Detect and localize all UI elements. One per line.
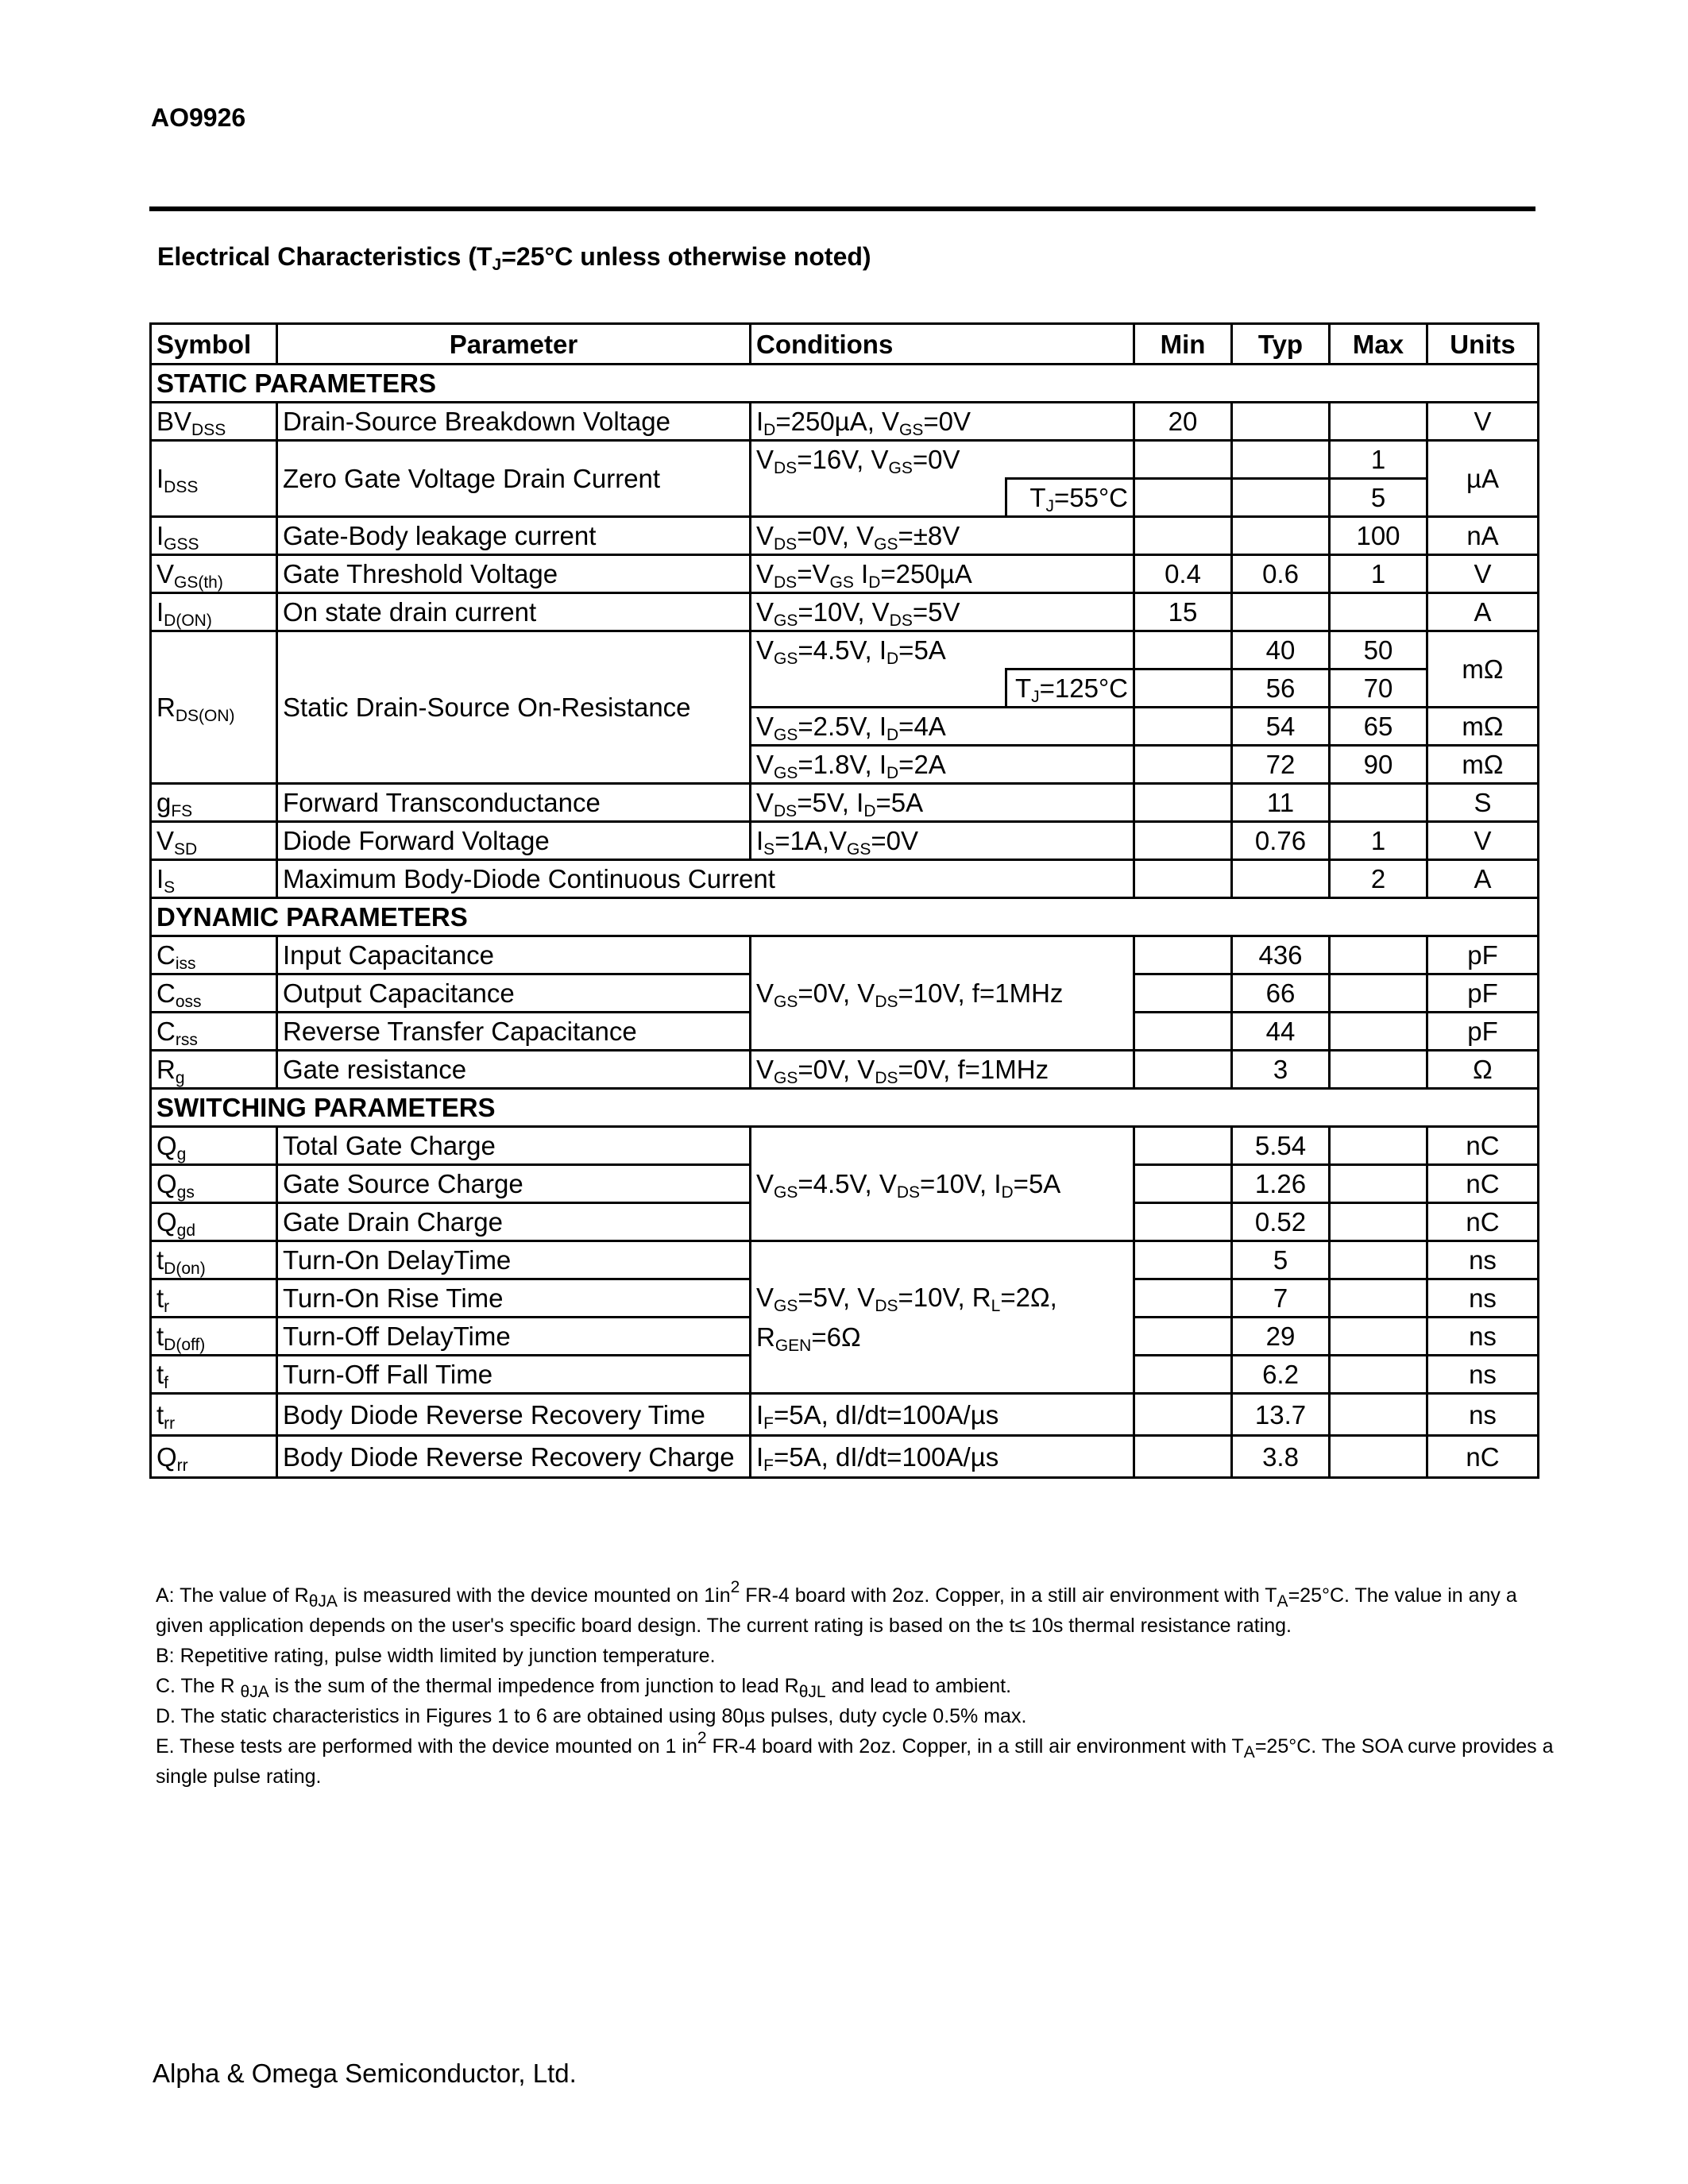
symbol: $t_{D(off)}$: [151, 1318, 277, 1356]
symbol: $I_{DSS}$: [151, 441, 277, 517]
table-row: [151, 936, 1539, 974]
max: 1: [1330, 555, 1427, 593]
table-row: [151, 1051, 1539, 1089]
conditions: $V_{GS}=0V$, $V_{DS}=0V$, f=1MHz: [751, 1051, 1134, 1089]
section-static: STATIC PARAMETERS: [151, 365, 1539, 403]
typ: 40: [1232, 631, 1330, 669]
parameter: Static Drain-Source On-Resistance: [277, 631, 751, 784]
note-c: C. The R $_{\theta JA}$ is the sum of the thermal impedence from junction to lead $R_{\theta JL}$ and lead to ambient.: [156, 1675, 1012, 1701]
conditions: $V_{GS}=10V$, $V_{DS}=5V$: [751, 593, 1134, 631]
conditions: $V_{DS}=16V$, $V_{GS}=0V$: [751, 441, 1134, 479]
conditions: $V_{DS}=V_{GS}$ $I_D=250\mu A$: [751, 555, 1134, 593]
max: 1: [1330, 822, 1427, 860]
unit: ns: [1427, 1279, 1539, 1318]
parameter: On state drain current: [277, 593, 751, 631]
header-row: [151, 324, 1539, 365]
unit: nC: [1427, 1203, 1539, 1241]
max: 5: [1330, 479, 1427, 517]
unit: S: [1427, 784, 1539, 822]
typ: 1.26: [1232, 1165, 1330, 1203]
parameter: Maximum Body-Diode Continuous Current: [277, 860, 1134, 898]
typ: 72: [1232, 746, 1330, 784]
company-footer: Alpha & Omega Semiconductor, Ltd.: [153, 2059, 577, 2088]
unit: V: [1427, 555, 1539, 593]
parameter: Gate Threshold Voltage: [277, 555, 751, 593]
conditions: $V_{GS}=0V$, $V_{DS}=10V$, f=1MHz: [751, 936, 1134, 1051]
parameter: Body Diode Reverse Recovery Time: [277, 1394, 751, 1436]
unit: ns: [1427, 1394, 1539, 1436]
parameter: Turn-On Rise Time: [277, 1279, 751, 1318]
table-row: [151, 1127, 1539, 1165]
conditions: $V_{GS}=4.5V$, $I_D=5A$: [751, 631, 1134, 669]
note-e: E. These tests are performed with the device mounted on 1 $in^2$ FR-4 board with 2oz. Copper, in a still air environment with $T_A=25^\circ C$. The SOA curve provides a single pulse rating.: [156, 1729, 1554, 1788]
section-dynamic: DYNAMIC PARAMETERS: [151, 898, 1539, 936]
symbol: $R_g$: [151, 1051, 277, 1089]
typ: 44: [1232, 1013, 1330, 1051]
min: 15: [1134, 593, 1232, 631]
parameter: Body Diode Reverse Recovery Charge: [277, 1436, 751, 1478]
conditions: $V_{DS}=5V$, $I_D=5A$: [751, 784, 1134, 822]
conditions: $V_{GS}=1.8V$, $I_D=2A$: [751, 746, 1134, 784]
conditions: $I_F=5A$, dI/dt=100A/µs: [751, 1436, 1134, 1478]
max: [1330, 403, 1427, 441]
symbol: $Q_{gd}$: [151, 1203, 277, 1241]
parameter: Gate Source Charge: [277, 1165, 751, 1203]
symbol: $t_r$: [151, 1279, 277, 1318]
parameter: Gate resistance: [277, 1051, 751, 1089]
symbol: $I_{GSS}$: [151, 517, 277, 555]
footnotes: [156, 1580, 1554, 1792]
unit: µA: [1427, 441, 1539, 517]
typ: 66: [1232, 974, 1330, 1013]
parameter: Zero Gate Voltage Drain Current: [277, 441, 751, 517]
min: 0.4: [1134, 555, 1232, 593]
typ: 54: [1232, 708, 1330, 746]
symbol: $C_{iss}$: [151, 936, 277, 974]
symbol: $I_S$: [151, 860, 277, 898]
table-row: [151, 1394, 1539, 1436]
unit: pF: [1427, 974, 1539, 1013]
col-typ: Typ: [1232, 324, 1330, 365]
parameter: Diode Forward Voltage: [277, 822, 751, 860]
col-units: Units: [1427, 324, 1539, 365]
symbol: $C_{oss}$: [151, 974, 277, 1013]
conditions: $V_{DS}=0V$, $V_{GS}=\pm 8V$: [751, 517, 1134, 555]
symbol: $Q_g$: [151, 1127, 277, 1165]
col-parameter: Parameter: [277, 324, 751, 365]
typ: 29: [1232, 1318, 1330, 1356]
parameter: Forward Transconductance: [277, 784, 751, 822]
electrical-characteristics-table: [149, 322, 1539, 1479]
sub-condition: $T_J=55^\circ C$: [1006, 479, 1134, 517]
unit: ns: [1427, 1356, 1539, 1394]
parameter: Turn-Off DelayTime: [277, 1318, 751, 1356]
conditions: $I_S=1A,V_{GS}=0V$: [751, 822, 1134, 860]
conditions: $I_F=5A$, dI/dt=100A/µs: [751, 1394, 1134, 1436]
symbol: $t_f$: [151, 1356, 277, 1394]
typ: 3.8: [1232, 1436, 1330, 1478]
typ: 0.52: [1232, 1203, 1330, 1241]
parameter: Gate-Body leakage current: [277, 517, 751, 555]
typ: 6.2: [1232, 1356, 1330, 1394]
unit: nA: [1427, 517, 1539, 555]
section-switching: SWITCHING PARAMETERS: [151, 1089, 1539, 1127]
symbol: $BV_{DSS}$: [151, 403, 277, 441]
typ: 7: [1232, 1279, 1330, 1318]
table-row: [151, 441, 1539, 479]
symbol: $R_{DS(ON)}$: [151, 631, 277, 784]
parameter: Turn-On DelayTime: [277, 1241, 751, 1279]
symbol: $Q_{gs}$: [151, 1165, 277, 1203]
max: 90: [1330, 746, 1427, 784]
typ: 56: [1232, 669, 1330, 708]
table-row: [151, 1436, 1539, 1478]
parameter: Gate Drain Charge: [277, 1203, 751, 1241]
parameter: Output Capacitance: [277, 974, 751, 1013]
unit: Ω: [1427, 1051, 1539, 1089]
table-row: [151, 784, 1539, 822]
table-row: [151, 1241, 1539, 1279]
typ: 0.76: [1232, 822, 1330, 860]
unit: pF: [1427, 1013, 1539, 1051]
symbol: $t_{rr}$: [151, 1394, 277, 1436]
unit: mΩ: [1427, 746, 1539, 784]
unit: V: [1427, 822, 1539, 860]
max: 65: [1330, 708, 1427, 746]
parameter: Reverse Transfer Capacitance: [277, 1013, 751, 1051]
parameter: Drain-Source Breakdown Voltage: [277, 403, 751, 441]
unit: pF: [1427, 936, 1539, 974]
max: 1: [1330, 441, 1427, 479]
symbol: $g_{FS}$: [151, 784, 277, 822]
table-row: [151, 860, 1539, 898]
note-d: D. The static characteristics in Figures 1 to 6 are obtained using 80µs pulses, duty cycle 0.5% max.: [156, 1705, 1027, 1727]
typ: [1232, 403, 1330, 441]
max: 70: [1330, 669, 1427, 708]
unit: mΩ: [1427, 708, 1539, 746]
typ: 13.7: [1232, 1394, 1330, 1436]
table-row: [151, 631, 1539, 669]
typ: 11: [1232, 784, 1330, 822]
conditions: $V_{GS}=4.5V$, $V_{DS}=10V$, $I_D=5A$: [751, 1127, 1134, 1241]
unit: ns: [1427, 1241, 1539, 1279]
symbol: $V_{GS(th)}$: [151, 555, 277, 593]
max: 100: [1330, 517, 1427, 555]
max: 2: [1330, 860, 1427, 898]
typ: 5: [1232, 1241, 1330, 1279]
symbol: $t_{D(on)}$: [151, 1241, 277, 1279]
symbol: $V_{SD}$: [151, 822, 277, 860]
unit: A: [1427, 860, 1539, 898]
table-row: [151, 822, 1539, 860]
conditions: $I_D=250\mu A$, $V_{GS}=0V$: [751, 403, 1134, 441]
symbol: $Q_{rr}$: [151, 1436, 277, 1478]
table-row: [151, 403, 1539, 441]
typ: 0.6: [1232, 555, 1330, 593]
min: 20: [1134, 403, 1232, 441]
unit: mΩ: [1427, 631, 1539, 708]
note-a: A: The value of $R_{\theta JA}$ is measured with the device mounted on $1in^2$ FR-4 board with 2oz. Copper, in a still air environment with $T_A=25^\circ C$. The value in any a given application depends on the user's specific board design. The current rating is based on the t≤ 10s thermal resistance rating.: [156, 1578, 1517, 1637]
typ: 5.54: [1232, 1127, 1330, 1165]
table-row: [151, 517, 1539, 555]
table-title: Electrical Characteristics ($T_J=25^\circ C$ unless otherwise noted): [157, 242, 871, 274]
col-min: Min: [1134, 324, 1232, 365]
parameter: Input Capacitance: [277, 936, 751, 974]
conditions: $V_{GS}=2.5V$, $I_D=4A$: [751, 708, 1134, 746]
col-conditions: Conditions: [751, 324, 1134, 365]
unit: V: [1427, 403, 1539, 441]
conditions: $V_{GS}=5V$, $V_{DS}=10V$, $R_L=2\Omega$, $R_{GEN}=6\Omega$: [751, 1241, 1134, 1394]
parameter: Turn-Off Fall Time: [277, 1356, 751, 1394]
col-symbol: Symbol: [151, 324, 277, 365]
col-max: Max: [1330, 324, 1427, 365]
unit: ns: [1427, 1318, 1539, 1356]
symbol: $C_{rss}$: [151, 1013, 277, 1051]
parameter: Total Gate Charge: [277, 1127, 751, 1165]
typ: 436: [1232, 936, 1330, 974]
sub-condition: $T_J=125^\circ C$: [1006, 669, 1134, 708]
unit: A: [1427, 593, 1539, 631]
unit: nC: [1427, 1165, 1539, 1203]
max: 50: [1330, 631, 1427, 669]
note-b: B: Repetitive rating, pulse width limited by junction temperature.: [156, 1645, 716, 1667]
symbol: $I_{D(ON)}$: [151, 593, 277, 631]
header-rule: [149, 206, 1535, 211]
typ: 3: [1232, 1051, 1330, 1089]
unit: nC: [1427, 1436, 1539, 1478]
table-row: [151, 593, 1539, 631]
unit: nC: [1427, 1127, 1539, 1165]
table-row: [151, 555, 1539, 593]
part-number: AO9926: [151, 103, 246, 132]
